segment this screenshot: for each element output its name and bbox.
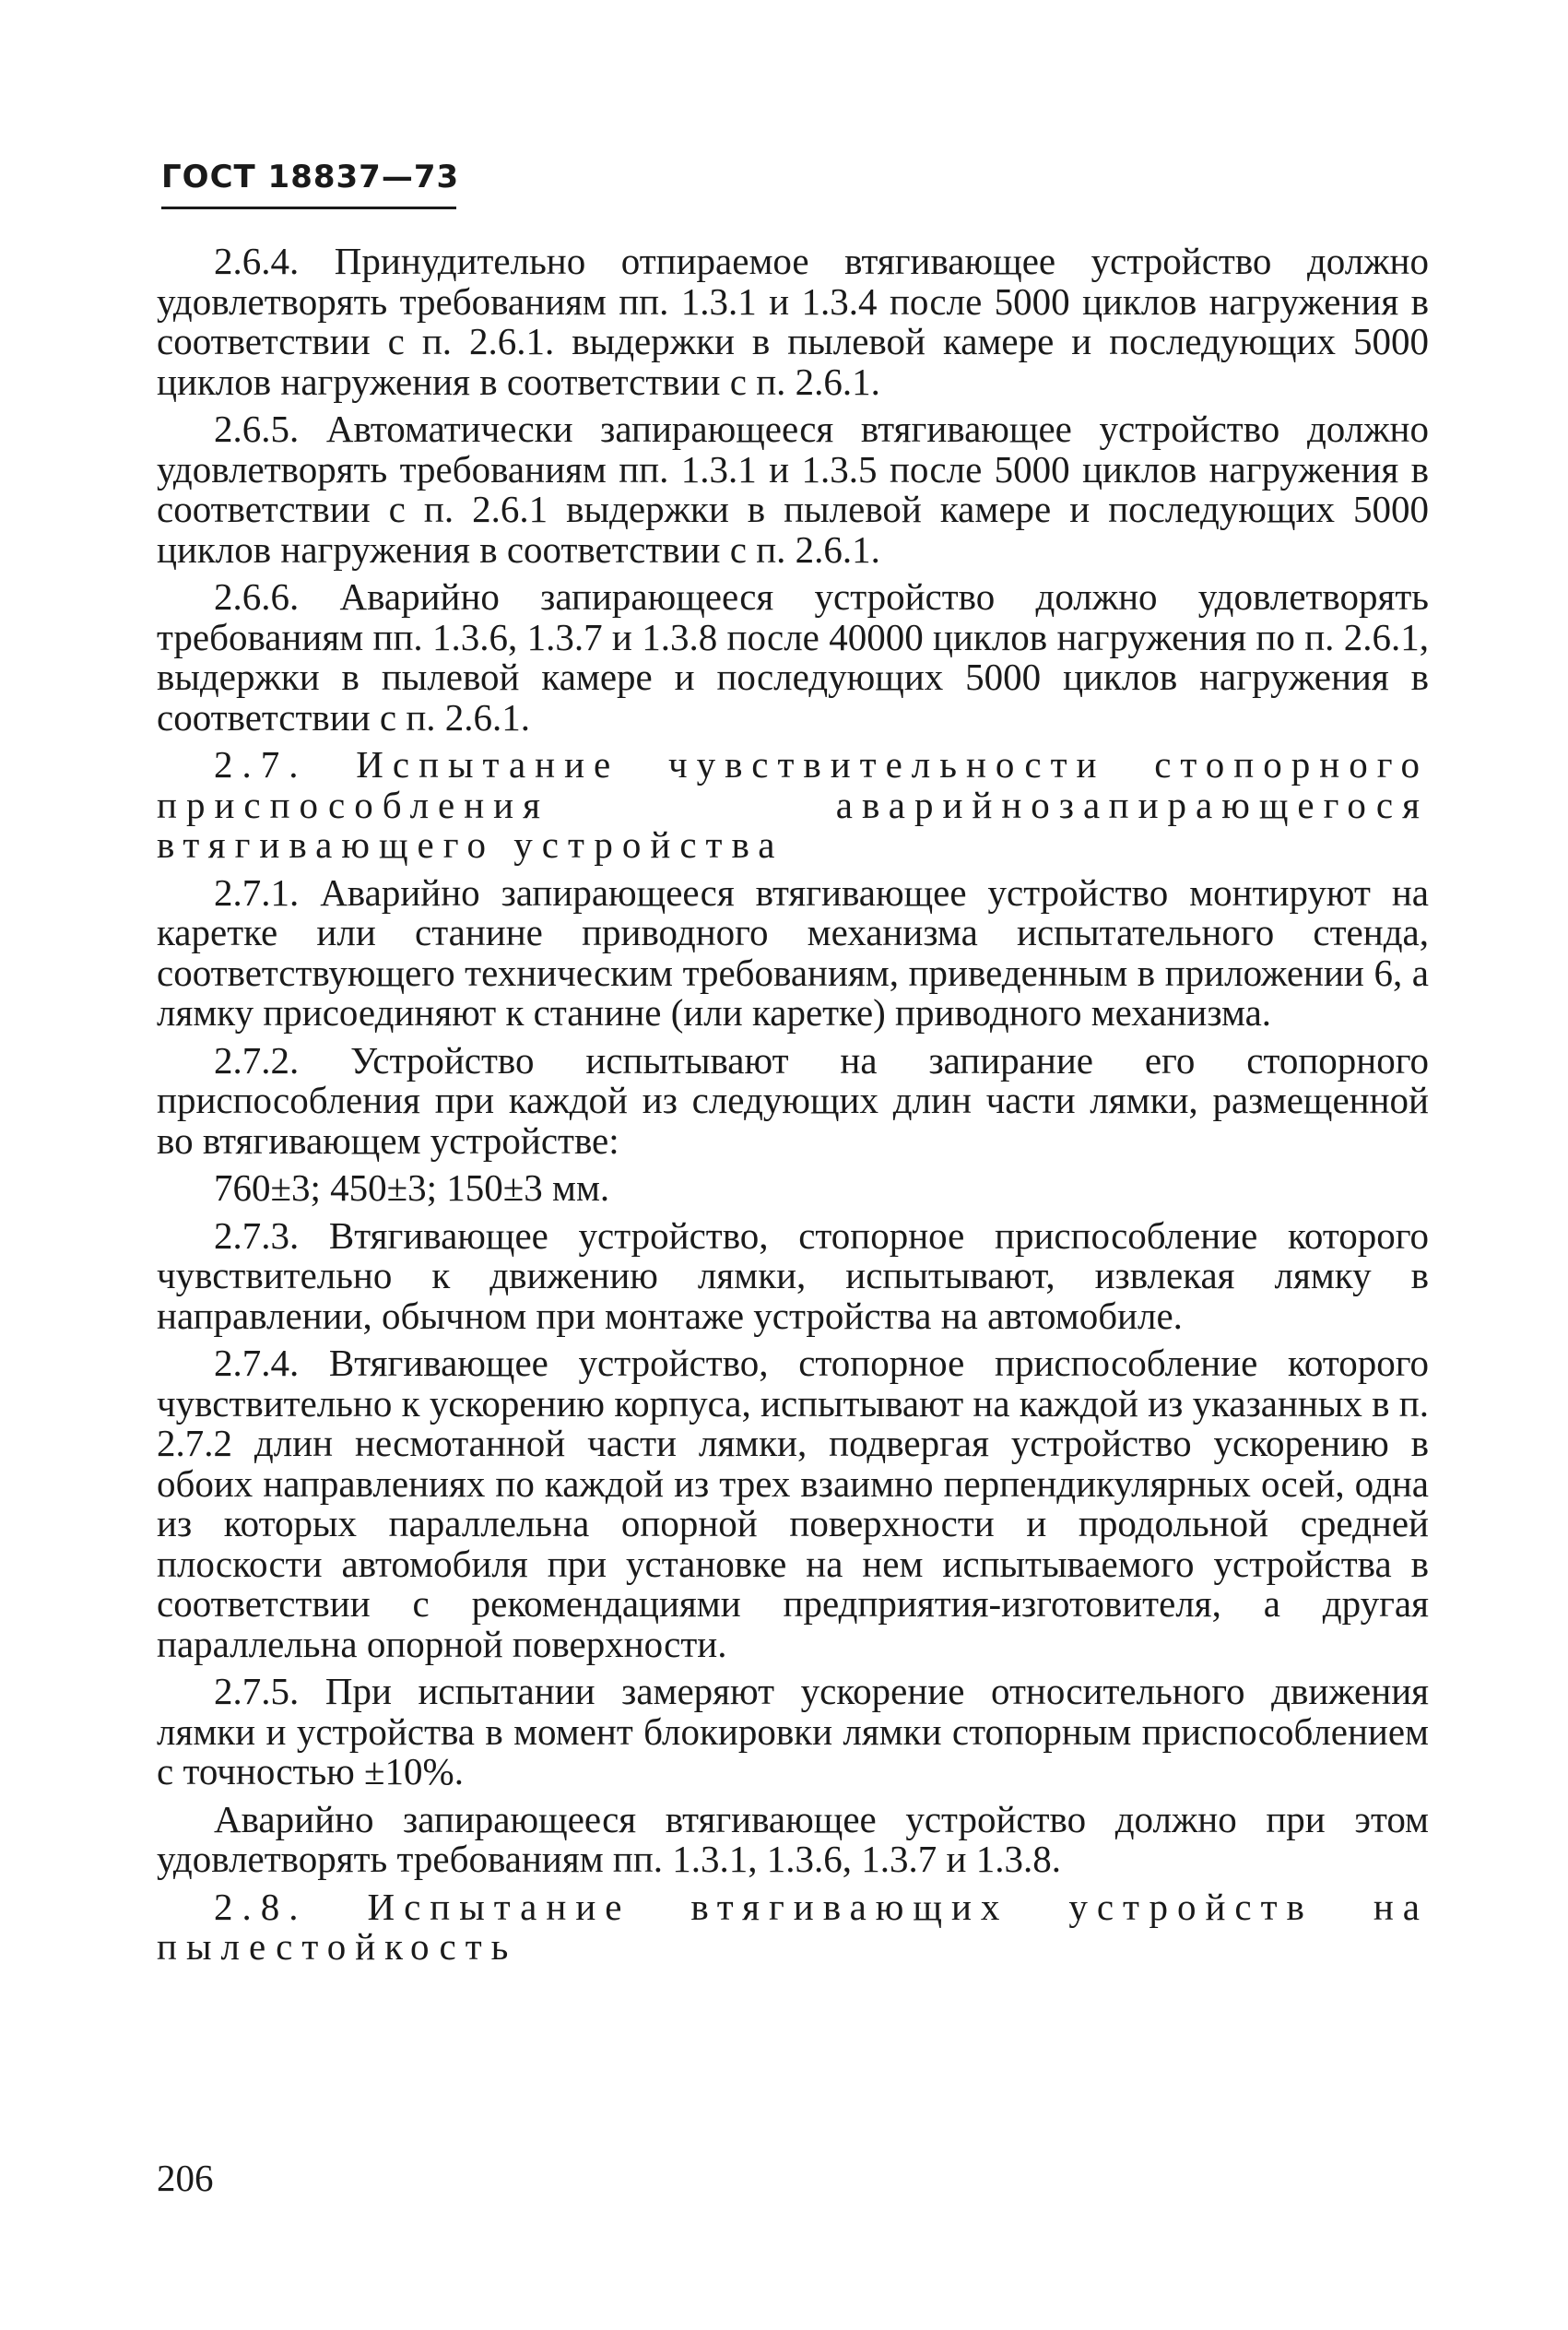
page-header: [161, 159, 460, 209]
paragraph-2-7-2: 2.7.2. Устройство испытывают на запирание его стопорного приспособления при каждой из следующих длин части лямки, размещенной во втягивающем устройстве:: [157, 1038, 1429, 1162]
paragraph-2-6-6: 2.6.6. Аварийно запирающееся устройство должно удовлетворять требованиям пп. 1.3.6, 1.3.7 и 1.3.8 после 40000 циклов нагружения по п. 2.6.1, выдержки в пылевой камере и последующих 5000 циклов нагружения в соответствии с п. 2.6.1.: [157, 575, 1429, 739]
section-heading-2-8: 2.8. Испытание втягивающих устройств на пылестойкость: [157, 1885, 1429, 1968]
page-number: 206: [157, 2157, 214, 2199]
paragraph-2-7-5: 2.7.5. При испытании замеряют ускорение относительного движения лямки и устройства в момент блокировки лямки стопорным приспособлением с точностью ±10%.: [157, 1670, 1429, 1792]
section-heading-2-7: 2.7. Испытание чувствительности стопорного приспособления аварийнозапирающегося втягивающего устройства: [157, 743, 1429, 866]
paragraph-2-7-3: 2.7.3. Втягивающее устройство, стопорное приспособление которого чувствительно к движению лямки, испытывают, извлекая лямку в направлении, обычном при монтаже устройства на автомобиле.: [157, 1213, 1429, 1337]
paragraph-lengths: 760±3; 450±3; 150±3 мм.: [214, 1166, 610, 1209]
header-rule: [161, 207, 456, 209]
document-code: ГОСТ 18837—73: [161, 159, 460, 195]
paragraph-requirements: Аварийно запирающееся втягивающее устройство должно при этом удовлетворять требованиям пп. 1.3.1, 1.3.6, 1.3.7 и 1.3.8.: [157, 1797, 1429, 1880]
body-text: [157, 242, 1429, 1975]
paragraph-2-6-5: 2.6.5. Автоматически запирающееся втягивающее устройство должно удовлетворять требованиям пп. 1.3.1 и 1.3.5 после 5000 циклов нагружения в соответствии с п. 2.6.1 выдержки в пылевой камере и последующих 5000 циклов нагружения в соответствии с п. 2.6.1.: [157, 408, 1429, 571]
paragraph-2-7-1: 2.7.1. Аварийно запирающееся втягивающее устройство монтируют на каретке или станине приводного механизма испытательного стенда, соответствующего техническим требованиям, приведенным в приложении 6, а лямку присоединяют к станине (или каретке) приводного механизма.: [157, 870, 1429, 1034]
paragraph-2-7-4: 2.7.4. Втягивающее устройство, стопорное приспособление которого чувствительно к ускорению корпуса, испытывают на каждой из указанных в п. 2.7.2 длин несмотанной части лямки, подвергая устройство ускорению в обоих направлениях по каждой из трех взаимно перпендикулярных осей, одна из которых параллельна опорной поверхности и продольной средней плоскости автомобиля при установке на нем испытываемого устройства в соответствии с рекомендациями предприятия-изготовителя, а другая параллельна опорной поверхности.: [157, 1342, 1429, 1665]
paragraph-2-6-4: 2.6.4. Принудительно отпираемое втягивающее устройство должно удовлетворять требованиям пп. 1.3.1 и 1.3.4 после 5000 циклов нагружения в соответствии с п. 2.6.1. выдержки в пылевой камере и последующих 5000 циклов нагружения в соответствии с п. 2.6.1.: [157, 240, 1429, 403]
